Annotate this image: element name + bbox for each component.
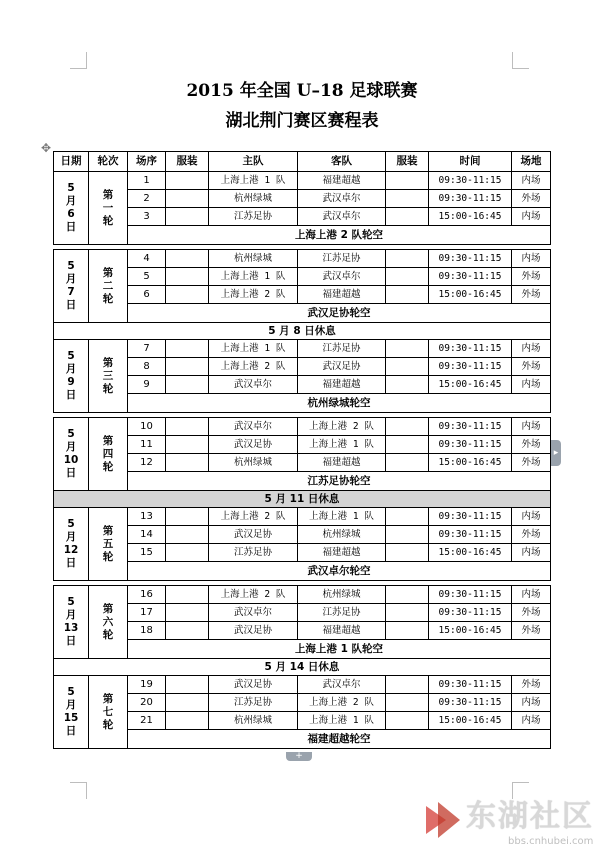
match-venue: 内场 <box>512 376 551 394</box>
away-kit-cell[interactable] <box>386 544 429 562</box>
match-no: 14 <box>128 526 166 544</box>
header-time: 时间 <box>429 152 512 172</box>
away-team: 武汉卓尔 <box>298 676 386 694</box>
header-home-kit: 服装 <box>166 152 209 172</box>
match-time: 09:30-11:15 <box>429 586 512 604</box>
home-team: 武汉卓尔 <box>209 418 298 436</box>
home-team: 杭州绿城 <box>209 250 298 268</box>
away-team: 杭州绿城 <box>298 586 386 604</box>
watermark-logo-icon <box>420 798 464 842</box>
away-team: 福建超越 <box>298 454 386 472</box>
bye-team: 武汉卓尔轮空 <box>128 562 551 581</box>
away-team: 武汉卓尔 <box>298 208 386 226</box>
match-no: 3 <box>128 208 166 226</box>
match-time: 09:30-11:15 <box>429 340 512 358</box>
rest-day-row <box>54 659 551 676</box>
away-kit-cell[interactable] <box>386 286 429 304</box>
match-venue: 内场 <box>512 694 551 712</box>
date-char: 5 <box>67 596 75 608</box>
away-team: 上海上港 1 队 <box>298 712 386 730</box>
home-kit-cell[interactable] <box>166 712 209 730</box>
table-row <box>54 676 551 694</box>
match-time: 09:30-11:15 <box>429 250 512 268</box>
bye-row <box>54 226 551 245</box>
date-char: 日 <box>65 299 77 311</box>
match-time: 09:30-11:15 <box>429 694 512 712</box>
date-char: 6 <box>67 208 75 220</box>
away-team: 福建超越 <box>298 544 386 562</box>
match-time: 09:30-11:15 <box>429 604 512 622</box>
crop-mark-bottom-left <box>70 782 87 799</box>
bye-team: 上海上港 2 队轮空 <box>128 226 551 245</box>
away-kit-cell[interactable] <box>386 436 429 454</box>
header-away-team: 客队 <box>298 152 386 172</box>
match-venue: 外场 <box>512 358 551 376</box>
match-time: 09:30-11:15 <box>429 526 512 544</box>
table-row <box>54 508 551 526</box>
away-kit-cell[interactable] <box>386 172 429 190</box>
table-row <box>54 622 551 640</box>
round-date <box>54 676 89 749</box>
match-venue: 外场 <box>512 622 551 640</box>
match-time: 09:30-11:15 <box>429 268 512 286</box>
header-home-team: 主队 <box>209 152 298 172</box>
away-team: 江苏足协 <box>298 340 386 358</box>
match-venue: 外场 <box>512 454 551 472</box>
date-char: 日 <box>65 467 77 479</box>
round-char: 二 <box>102 279 114 292</box>
rest-day: 5 月 8 日休息 <box>54 323 551 340</box>
table-row <box>54 454 551 472</box>
table-row <box>54 376 551 394</box>
round-date <box>54 418 89 491</box>
away-kit-cell[interactable] <box>386 508 429 526</box>
away-kit-cell[interactable] <box>386 622 429 640</box>
rest-day: 5 月 11 日休息 <box>54 491 551 508</box>
date-char: 5 <box>67 518 75 530</box>
match-venue: 外场 <box>512 286 551 304</box>
table-row <box>54 340 551 358</box>
round-char: 四 <box>102 447 114 460</box>
match-no: 7 <box>128 340 166 358</box>
home-kit-cell[interactable] <box>166 604 209 622</box>
home-kit-cell[interactable] <box>166 208 209 226</box>
away-team: 福建超越 <box>298 622 386 640</box>
match-time: 15:00-16:45 <box>429 208 512 226</box>
round-char: 第 <box>102 266 114 279</box>
table-row <box>54 526 551 544</box>
bye-team: 杭州绿城轮空 <box>128 394 551 413</box>
match-time: 15:00-16:45 <box>429 712 512 730</box>
header-venue: 场地 <box>512 152 551 172</box>
home-kit-cell[interactable] <box>166 544 209 562</box>
round-date <box>54 250 89 323</box>
match-no: 13 <box>128 508 166 526</box>
table-row <box>54 250 551 268</box>
round-char: 第 <box>102 692 114 705</box>
round-char: 三 <box>102 369 114 382</box>
away-kit-cell[interactable] <box>386 190 429 208</box>
round-label <box>89 418 128 491</box>
round-char: 五 <box>102 537 114 550</box>
table-row <box>54 694 551 712</box>
home-team: 江苏足协 <box>209 544 298 562</box>
round-label <box>89 250 128 323</box>
away-team: 江苏足协 <box>298 604 386 622</box>
match-venue: 外场 <box>512 436 551 454</box>
match-no: 11 <box>128 436 166 454</box>
header-match-no: 场序 <box>128 152 166 172</box>
home-kit-cell[interactable] <box>166 358 209 376</box>
match-venue: 外场 <box>512 676 551 694</box>
home-kit-cell[interactable] <box>166 694 209 712</box>
match-no: 1 <box>128 172 166 190</box>
match-no: 4 <box>128 250 166 268</box>
match-venue: 内场 <box>512 208 551 226</box>
match-no: 15 <box>128 544 166 562</box>
away-team: 武汉卓尔 <box>298 268 386 286</box>
match-no: 9 <box>128 376 166 394</box>
round-date <box>54 508 89 581</box>
home-team: 杭州绿城 <box>209 454 298 472</box>
home-team: 武汉卓尔 <box>209 604 298 622</box>
home-team: 武汉足协 <box>209 526 298 544</box>
home-team: 江苏足协 <box>209 208 298 226</box>
table-row <box>54 268 551 286</box>
round-date <box>54 586 89 659</box>
round-char: 第 <box>102 524 114 537</box>
home-kit-cell[interactable] <box>166 526 209 544</box>
home-team: 武汉足协 <box>209 622 298 640</box>
round-char: 轮 <box>102 628 114 641</box>
date-char: 月 <box>65 531 77 543</box>
away-team: 杭州绿城 <box>298 526 386 544</box>
away-kit-cell[interactable] <box>386 676 429 694</box>
home-team: 江苏足协 <box>209 694 298 712</box>
table-row <box>54 190 551 208</box>
match-time: 09:30-11:15 <box>429 358 512 376</box>
away-kit-cell[interactable] <box>386 376 429 394</box>
match-venue: 内场 <box>512 586 551 604</box>
home-kit-cell[interactable] <box>166 286 209 304</box>
date-char: 月 <box>65 699 77 711</box>
add-row-icon[interactable]: + <box>286 752 312 761</box>
round-char: 轮 <box>102 292 114 305</box>
match-no: 16 <box>128 586 166 604</box>
date-char: 5 <box>67 428 75 440</box>
home-team: 上海上港 1 队 <box>209 172 298 190</box>
date-char: 10 <box>63 454 79 466</box>
home-team: 武汉卓尔 <box>209 376 298 394</box>
header-away-kit: 服装 <box>386 152 429 172</box>
schedule-body <box>54 172 551 749</box>
away-kit-cell[interactable] <box>386 208 429 226</box>
bye-row <box>54 640 551 659</box>
crop-mark-top-left <box>70 52 87 69</box>
match-time: 09:30-11:15 <box>429 418 512 436</box>
match-time: 09:30-11:15 <box>429 172 512 190</box>
match-venue: 外场 <box>512 604 551 622</box>
away-team: 福建超越 <box>298 172 386 190</box>
match-no: 21 <box>128 712 166 730</box>
bye-row <box>54 394 551 413</box>
header-round: 轮次 <box>89 152 128 172</box>
date-char: 月 <box>65 609 77 621</box>
date-char: 5 <box>67 260 75 272</box>
date-char: 日 <box>65 725 77 737</box>
away-team: 上海上港 1 队 <box>298 436 386 454</box>
match-time: 09:30-11:15 <box>429 508 512 526</box>
home-team: 武汉足协 <box>209 436 298 454</box>
watermark-text: 东湖社区 <box>466 799 594 834</box>
date-char: 13 <box>63 622 79 634</box>
home-team: 上海上港 2 队 <box>209 508 298 526</box>
match-time: 15:00-16:45 <box>429 376 512 394</box>
away-kit-cell[interactable] <box>386 358 429 376</box>
table-row <box>54 172 551 190</box>
table-row <box>54 544 551 562</box>
document-title: 2015 年全国 U–18 足球联赛 <box>186 81 418 101</box>
away-kit-cell[interactable] <box>386 694 429 712</box>
home-team: 上海上港 2 队 <box>209 358 298 376</box>
home-kit-cell[interactable] <box>166 250 209 268</box>
table-row <box>54 208 551 226</box>
round-char: 一 <box>102 201 114 214</box>
table-row <box>54 286 551 304</box>
bye-team: 上海上港 1 队轮空 <box>128 640 551 659</box>
away-kit-cell[interactable] <box>386 586 429 604</box>
match-no: 2 <box>128 190 166 208</box>
round-char: 七 <box>102 705 114 718</box>
home-team: 杭州绿城 <box>209 712 298 730</box>
home-team: 杭州绿城 <box>209 190 298 208</box>
home-kit-cell[interactable] <box>166 172 209 190</box>
table-row <box>54 604 551 622</box>
match-time: 15:00-16:45 <box>429 286 512 304</box>
header-date: 日期 <box>54 152 89 172</box>
date-char: 5 <box>67 350 75 362</box>
home-kit-cell[interactable] <box>166 508 209 526</box>
bye-row <box>54 730 551 749</box>
round-char: 第 <box>102 602 114 615</box>
rest-day-row <box>54 323 551 340</box>
match-time: 15:00-16:45 <box>429 622 512 640</box>
home-kit-cell[interactable] <box>166 418 209 436</box>
date-char: 日 <box>65 221 77 233</box>
home-kit-cell[interactable] <box>166 586 209 604</box>
date-char: 5 <box>67 182 75 194</box>
crop-mark-bottom-right <box>512 782 529 799</box>
bye-row <box>54 562 551 581</box>
bye-team: 福建超越轮空 <box>128 730 551 749</box>
away-kit-cell[interactable] <box>386 712 429 730</box>
away-kit-cell[interactable] <box>386 250 429 268</box>
away-team: 江苏足协 <box>298 250 386 268</box>
home-kit-cell[interactable] <box>166 676 209 694</box>
away-team: 武汉卓尔 <box>298 190 386 208</box>
away-team: 福建超越 <box>298 286 386 304</box>
bye-team: 武汉足协轮空 <box>128 304 551 323</box>
match-no: 5 <box>128 268 166 286</box>
match-venue: 内场 <box>512 544 551 562</box>
document-subtitle: 湖北荆门赛区赛程表 <box>225 111 379 131</box>
match-no: 6 <box>128 286 166 304</box>
home-kit-cell[interactable] <box>166 268 209 286</box>
match-time: 09:30-11:15 <box>429 436 512 454</box>
round-label <box>89 676 128 749</box>
home-kit-cell[interactable] <box>166 190 209 208</box>
match-time: 15:00-16:45 <box>429 454 512 472</box>
round-label <box>89 508 128 581</box>
match-no: 17 <box>128 604 166 622</box>
round-label <box>89 172 128 245</box>
table-row <box>54 418 551 436</box>
match-no: 12 <box>128 454 166 472</box>
match-venue: 外场 <box>512 526 551 544</box>
rest-day-row <box>54 491 551 508</box>
round-date <box>54 340 89 413</box>
round-label <box>89 586 128 659</box>
table-row <box>54 586 551 604</box>
date-char: 月 <box>65 441 77 453</box>
round-char: 六 <box>102 615 114 628</box>
away-team: 武汉足协 <box>298 358 386 376</box>
round-char: 轮 <box>102 382 114 395</box>
match-no: 10 <box>128 418 166 436</box>
date-char: 日 <box>65 557 77 569</box>
round-char: 轮 <box>102 460 114 473</box>
round-label <box>89 340 128 413</box>
home-kit-cell[interactable] <box>166 436 209 454</box>
match-venue: 内场 <box>512 172 551 190</box>
date-char: 15 <box>63 712 79 724</box>
date-char: 12 <box>63 544 79 556</box>
crop-mark-top-right <box>512 52 529 69</box>
schedule-table <box>53 151 551 749</box>
watermark-url: bbs.cnhubei.com <box>508 836 594 847</box>
watermark <box>420 798 600 854</box>
home-team: 上海上港 1 队 <box>209 268 298 286</box>
match-venue: 内场 <box>512 418 551 436</box>
match-venue: 外场 <box>512 190 551 208</box>
away-kit-cell[interactable] <box>386 454 429 472</box>
bye-row <box>54 472 551 491</box>
date-char: 月 <box>65 363 77 375</box>
round-char: 第 <box>102 188 114 201</box>
away-kit-cell[interactable] <box>386 526 429 544</box>
match-time: 15:00-16:45 <box>429 544 512 562</box>
match-no: 19 <box>128 676 166 694</box>
home-kit-cell[interactable] <box>166 454 209 472</box>
date-char: 日 <box>65 635 77 647</box>
match-venue: 内场 <box>512 250 551 268</box>
home-kit-cell[interactable] <box>166 622 209 640</box>
away-team: 上海上港 2 队 <box>298 694 386 712</box>
match-no: 20 <box>128 694 166 712</box>
bye-team: 江苏足协轮空 <box>128 472 551 491</box>
round-char: 第 <box>102 356 114 369</box>
table-side-expand-icon[interactable]: ▸ <box>551 440 561 466</box>
round-char: 轮 <box>102 550 114 563</box>
date-char: 日 <box>65 389 77 401</box>
home-team: 武汉足协 <box>209 676 298 694</box>
date-char: 9 <box>67 376 75 388</box>
home-team: 上海上港 2 队 <box>209 286 298 304</box>
home-team: 上海上港 2 队 <box>209 586 298 604</box>
round-date <box>54 172 89 245</box>
home-kit-cell[interactable] <box>166 340 209 358</box>
table-header-row <box>54 152 551 172</box>
date-char: 月 <box>65 273 77 285</box>
round-char: 轮 <box>102 718 114 731</box>
round-char: 轮 <box>102 214 114 227</box>
table-row <box>54 358 551 376</box>
date-char: 5 <box>67 686 75 698</box>
away-team: 上海上港 1 队 <box>298 508 386 526</box>
date-char: 月 <box>65 195 77 207</box>
match-no: 8 <box>128 358 166 376</box>
away-kit-cell[interactable] <box>386 268 429 286</box>
match-venue: 外场 <box>512 268 551 286</box>
table-row <box>54 436 551 454</box>
match-time: 09:30-11:15 <box>429 676 512 694</box>
away-kit-cell[interactable] <box>386 604 429 622</box>
date-char: 7 <box>67 286 75 298</box>
away-team: 上海上港 2 队 <box>298 418 386 436</box>
bye-row <box>54 304 551 323</box>
match-venue: 内场 <box>512 508 551 526</box>
away-team: 福建超越 <box>298 376 386 394</box>
match-no: 18 <box>128 622 166 640</box>
home-team: 上海上港 1 队 <box>209 340 298 358</box>
away-kit-cell[interactable] <box>386 418 429 436</box>
match-venue: 内场 <box>512 340 551 358</box>
home-kit-cell[interactable] <box>166 376 209 394</box>
match-venue: 内场 <box>512 712 551 730</box>
table-row <box>54 712 551 730</box>
table-move-handle-icon[interactable]: ✥ <box>40 141 52 155</box>
rest-day: 5 月 14 日休息 <box>54 659 551 676</box>
away-kit-cell[interactable] <box>386 340 429 358</box>
match-time: 09:30-11:15 <box>429 190 512 208</box>
round-char: 第 <box>102 434 114 447</box>
